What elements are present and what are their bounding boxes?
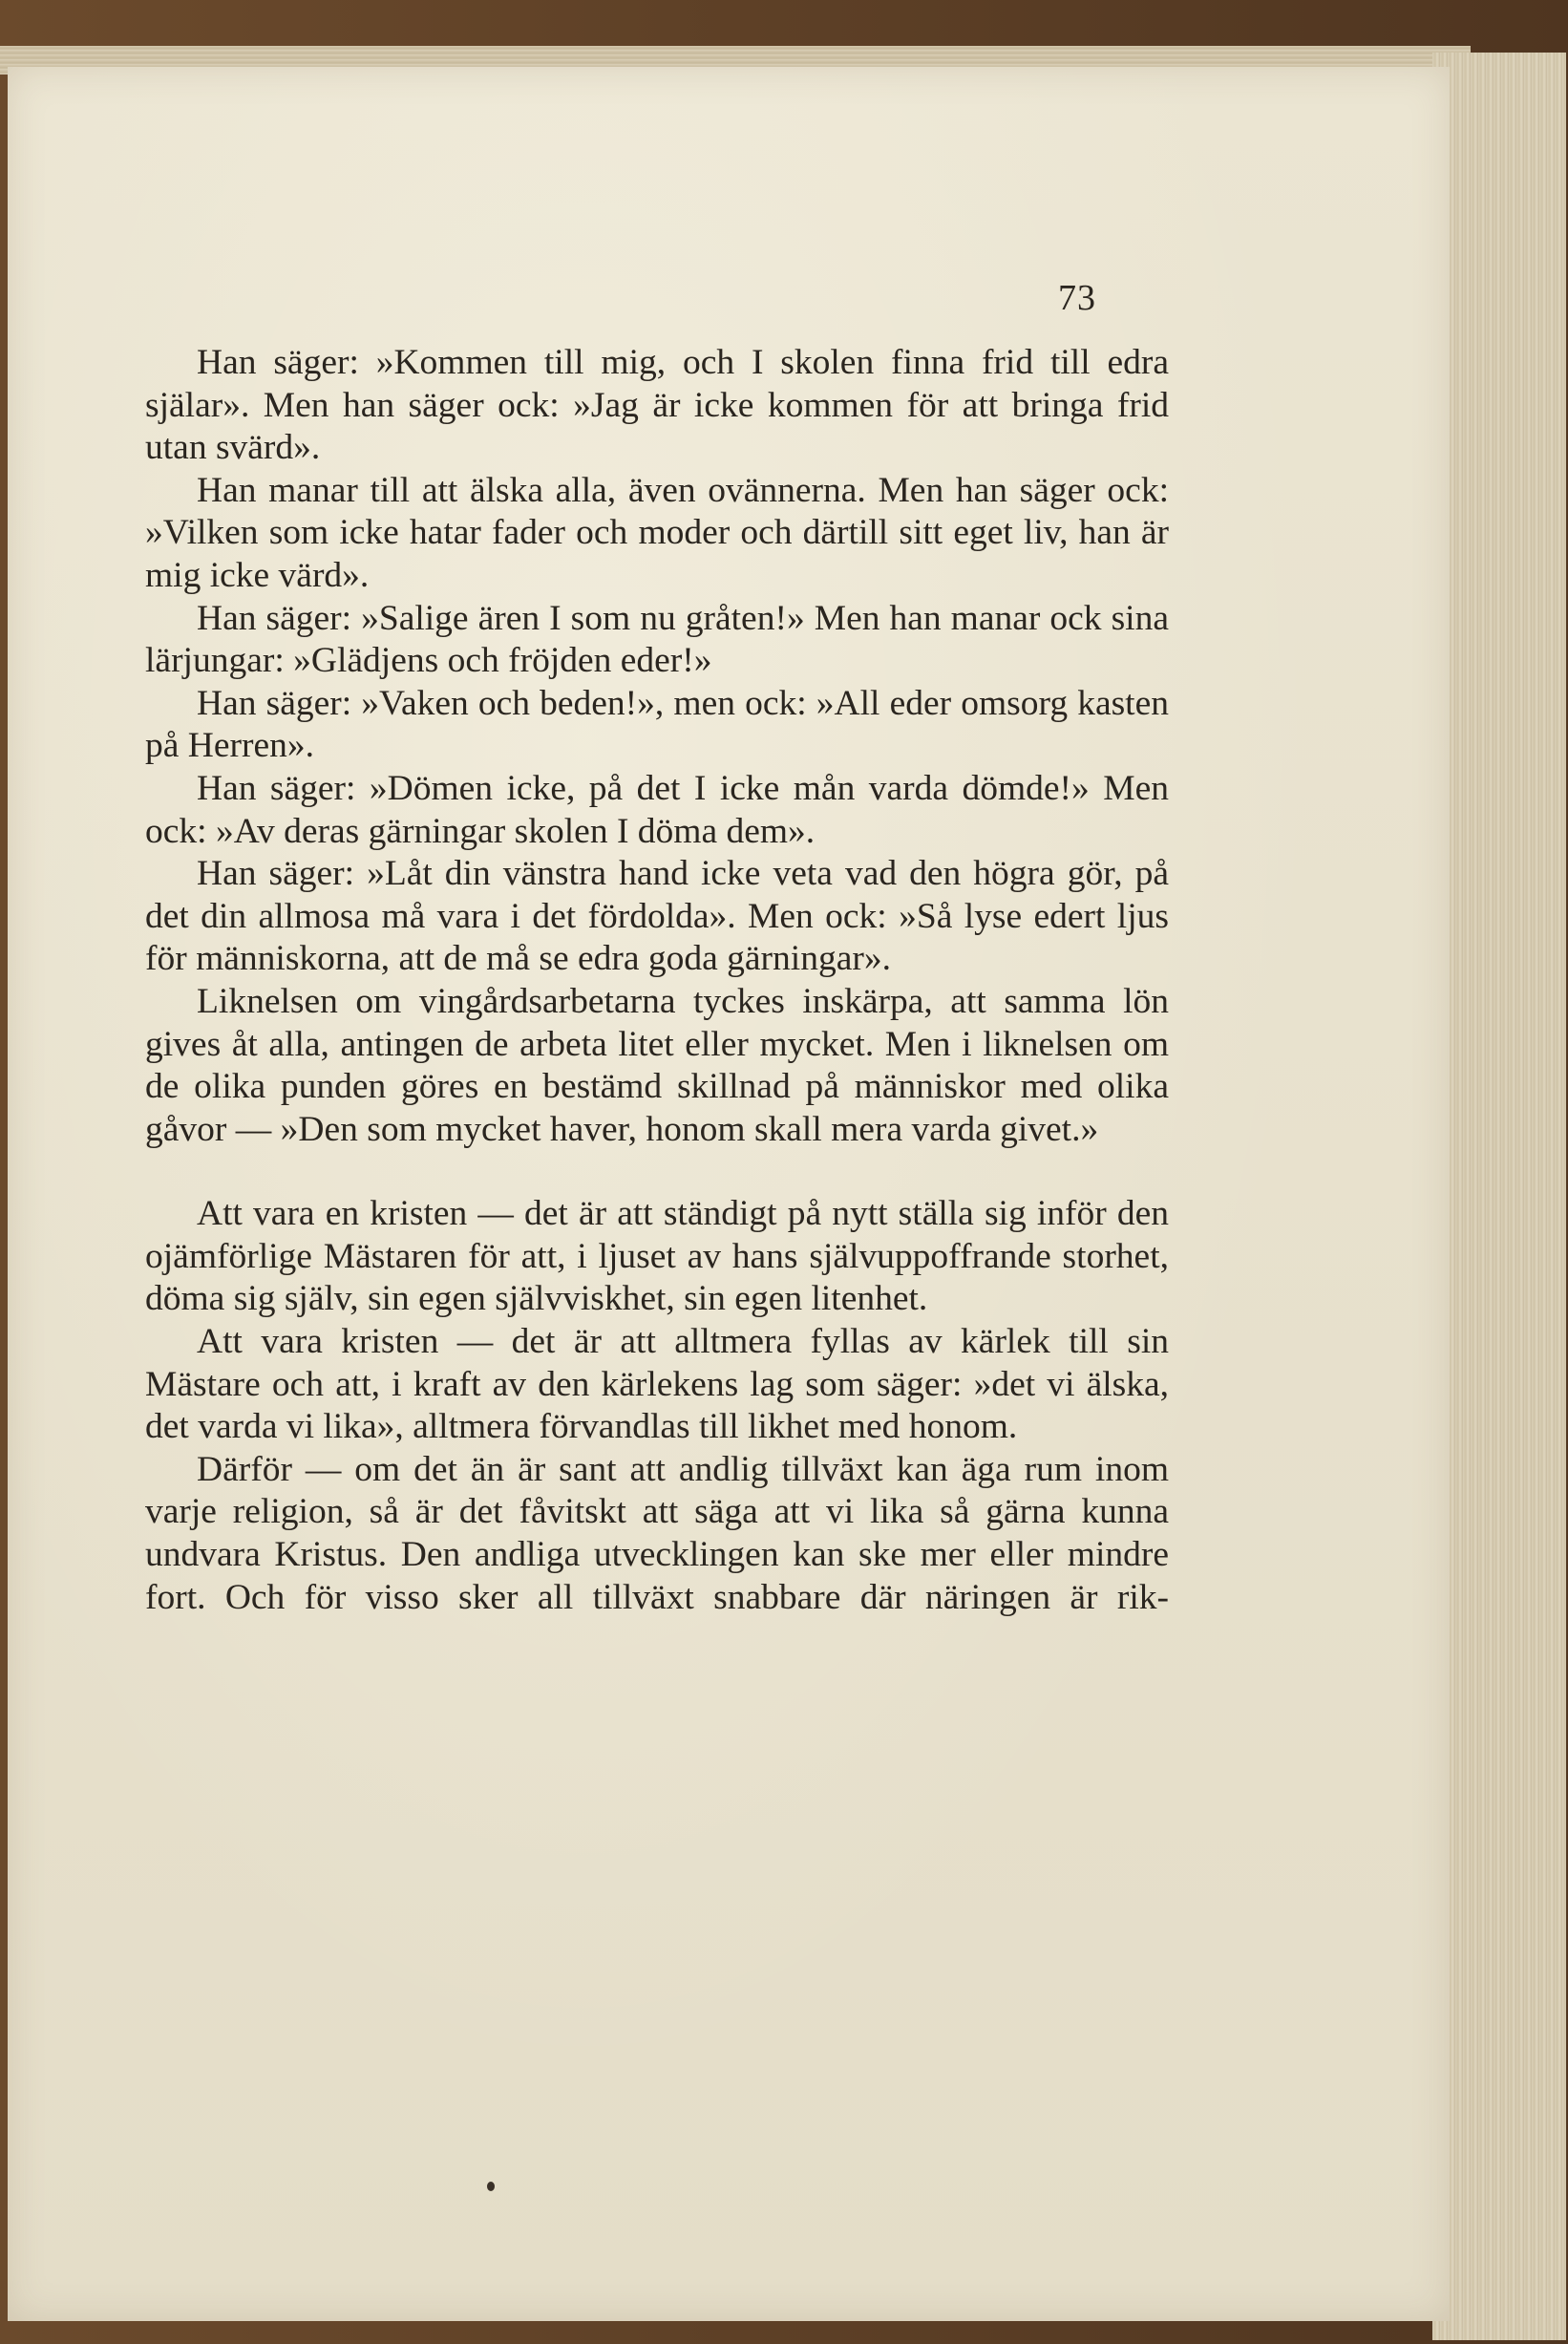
paragraph: Han manar till att älska alla, även ovännerna. Men han säger ock: »Vilken som icke hatar fader och moder och därtill sitt eget liv, han är mig icke värd».	[145, 470, 1169, 595]
section-break	[145, 1151, 1169, 1193]
paragraph: Han säger: »Låt din vänstra hand icke veta vad den högra gör, på det din allmosa må vara i det fördolda». Men ock: »Så lyse edert ljus för människorna, att de må se edra goda gärningar».	[145, 854, 1169, 979]
paragraph: Därför — om det än är sant att andlig tillväxt kan äga rum inom varje religion, så är det fåvitskt att säga att vi lika så gärna kunna undvara Kristus. Den andliga utvecklingen kan ske mer eller mindre fort. Och för visso sker all tillväxt snabbare där näringen är rik-	[145, 1449, 1169, 1617]
paragraph: Han säger: »Kommen till mig, och I skolen finna frid till edra själar». Men han säger ock: »Jag är icke kommen för att bringa frid utan svärd».	[145, 343, 1169, 468]
page-number: 73	[1058, 278, 1096, 318]
paragraph: Han säger: »Vaken och beden!», men ock: »All eder omsorg kasten på Herren».	[145, 683, 1169, 766]
paragraph: Liknelsen om vingårdsarbetarna tyckes inskärpa, att samma lön gives åt alla, antingen de arbeta litet eller mycket. Men i liknelsen om de olika punden göres en bestämd skillnad på människor med olika gåvor — »Den som mycket haver, honom skall mera varda givet.»	[145, 981, 1169, 1149]
body-text	[145, 342, 1169, 1619]
paragraph: Han säger: »Dömen icke, på det I icke mån varda dömde!» Men ock: »Av deras gärningar skolen I döma dem».	[145, 768, 1169, 851]
paragraph: Att vara kristen — det är att alltmera fyllas av kärlek till sin Mästare och att, i kraft av den kärlekens lag som säger: »det vi älska, det varda vi lika», alltmera förvandlas till likhet med honom.	[145, 1322, 1169, 1447]
paragraph: Att vara en kristen — det är att ständigt på nytt ställa sig inför den ojämförlige Mästaren för att, i ljuset av hans självuppoffrande storhet, döma sig själv, sin egen självviskhet, sin egen litenhet.	[145, 1194, 1169, 1319]
page-stack-side-edge	[1432, 53, 1566, 2340]
paragraph: Han säger: »Salige ären I som nu gråten!» Men han manar ock sina lärjungar: »Glädjens och fröjden eder!»	[145, 598, 1169, 681]
ink-dot	[487, 2182, 495, 2191]
